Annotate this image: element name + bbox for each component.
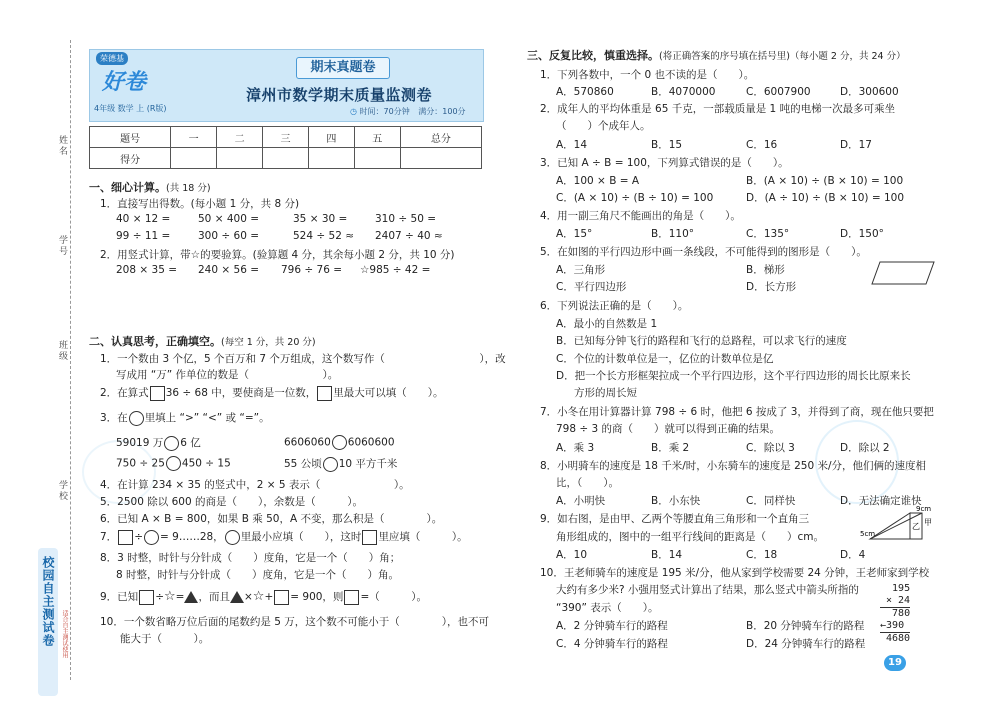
- fig9-len1: 5cm: [860, 530, 876, 538]
- option[interactable]: B．小东快: [651, 495, 701, 507]
- s1-q2-item: 240 × 56 =: [198, 264, 260, 276]
- s3-q9: 角形组成的，图中的一组平行线间的距离是（ ）cm。: [556, 531, 825, 543]
- option[interactable]: D．17: [840, 139, 872, 151]
- s2-q4: 4．在计算 234 × 35 的竖式中，2 × 5 表示（ ）。: [100, 479, 410, 491]
- time-label: 时间：70分钟: [359, 107, 410, 116]
- s2-q8b: 8 时整，时针与分针成（ ）度角，它是一个（ ）角。: [116, 569, 400, 581]
- option[interactable]: C．16: [746, 139, 778, 151]
- clock-icon: ◷: [350, 107, 357, 116]
- s3-q2: 2．成年人的平均体重是 65 千克，一部载质量是 1 吨的电梯一次最多可乘坐: [540, 103, 896, 115]
- option[interactable]: A．14: [556, 139, 588, 151]
- circle-blank[interactable]: [225, 530, 240, 545]
- s3-q10: “390” 表示（ ）。: [556, 602, 659, 614]
- mult-line: 780: [892, 608, 911, 619]
- s2-q9-text: +: [264, 591, 274, 603]
- option[interactable]: A．乘 3: [556, 442, 595, 454]
- s3-q7: 798 ÷ 3 的商（ ）就可以得到正确的结果。: [556, 423, 781, 435]
- s1-q1-item: 2407 ÷ 40 ≈: [375, 230, 443, 242]
- s1-q2-item: ☆985 ÷ 42 =: [360, 264, 431, 276]
- option[interactable]: C．个位的计数单位是一，亿位的计数单位是亿: [556, 353, 774, 365]
- option[interactable]: C．(A × 10) ÷ (B ÷ 10) = 100: [556, 192, 714, 204]
- table-cell: 题号: [90, 127, 171, 148]
- table-cell: 二: [217, 127, 263, 148]
- option[interactable]: B．20 分钟骑车行的路程: [746, 620, 865, 632]
- circle-blank[interactable]: [323, 457, 338, 472]
- s3-q4: 4．用一副三角尺不能画出的角是（ ）。: [540, 210, 741, 222]
- table-cell: 一: [171, 127, 217, 148]
- box-blank[interactable]: [118, 530, 133, 545]
- table-cell: 四: [308, 127, 354, 148]
- option[interactable]: C．6007900: [746, 86, 811, 98]
- option[interactable]: A．15°: [556, 228, 593, 240]
- s3-q10: 10．王老师骑车的速度是 195 米/分，他从家到学校需要 24 分钟，王老师家到学校: [540, 567, 930, 579]
- s2-q9-text: 9．已知: [100, 591, 139, 603]
- option[interactable]: A．2 分钟骑车行的路程: [556, 620, 668, 632]
- option[interactable]: B．15: [651, 139, 683, 151]
- compare-right: 6060600: [347, 436, 395, 449]
- option[interactable]: D．300600: [840, 86, 899, 98]
- s3-q3: 3．已知 A ÷ B = 100，下列算式错误的是（ ）。: [540, 157, 789, 169]
- box-blank[interactable]: [150, 386, 165, 401]
- s1-q1-item: 524 ÷ 52 ≈: [293, 230, 355, 242]
- compare-left: 59019 万: [116, 437, 164, 449]
- section-3-heading: 三、反复比较，慎重选择。: [527, 49, 659, 62]
- option[interactable]: B．已知每分钟飞行的路程和飞行的总路程，可以求飞行的速度: [556, 335, 847, 347]
- grade-label: 4年级 数学 上 (R版): [94, 104, 167, 113]
- mult-line: [880, 620, 910, 633]
- s3-q7: 7．小冬在用计算器计算 798 ÷ 6 时，他把 6 按成了 3，并得到了商，现在他只要把: [540, 406, 934, 418]
- s2-q7-text: 里应填（ ）。: [378, 531, 468, 543]
- option[interactable]: D．除以 2: [840, 442, 890, 454]
- side-label-school: 学校: [57, 480, 67, 502]
- option[interactable]: B．4070000: [651, 86, 716, 98]
- s2-q3-row: [284, 435, 395, 450]
- s2-q5: 5．2500 除以 600 的商是（ ），余数是（ ）。: [100, 496, 363, 508]
- s2-q7-text: 7．: [100, 531, 118, 543]
- box-blank[interactable]: [139, 590, 154, 605]
- fig9-label-a: 乙: [912, 522, 920, 531]
- triangle-icon: [184, 591, 198, 603]
- s2-q7-text: = 9……28，: [160, 531, 224, 543]
- parallelogram-figure: [870, 260, 936, 286]
- option[interactable]: C．除以 3: [746, 442, 795, 454]
- s2-q7-text: ÷: [134, 531, 143, 543]
- s2-q10a: 10．一个数省略万位后面的尾数约是 5 万，这个数不可能小于（ ），也不可: [100, 616, 489, 628]
- star-icon: ☆: [252, 589, 265, 604]
- compare-right: 450 ÷ 15: [181, 457, 231, 470]
- side-label-id: 学号: [57, 235, 67, 257]
- s2-q2-text: 2．在算式: [100, 387, 149, 399]
- option[interactable]: A．570860: [556, 86, 614, 98]
- score-input-cell[interactable]: [400, 148, 481, 169]
- s2-q10b: 能大于（ ）。: [120, 633, 210, 645]
- compare-right: 10 平方千米: [338, 458, 398, 470]
- option[interactable]: D．150°: [840, 228, 884, 240]
- circle-blank[interactable]: [166, 456, 181, 471]
- s2-q3: [100, 410, 270, 426]
- option[interactable]: D．(A ÷ 10) ÷ (B × 10) = 100: [746, 192, 905, 204]
- triangle-icon: [230, 591, 244, 603]
- s2-q9-text: =（ ）。: [360, 591, 427, 603]
- s3-q5: 5．在如图的平行四边形中画一条线段，不可能得到的图形是（ ）。: [540, 246, 867, 258]
- s1-q1-item: 310 ÷ 50 =: [375, 213, 437, 225]
- s2-q9-text: =: [175, 591, 185, 603]
- s2-q2-text: 里最大可以填（ ）。: [333, 387, 444, 399]
- option[interactable]: C．4 分钟骑车行的路程: [556, 638, 668, 650]
- exam-meta: [350, 106, 466, 117]
- s2-q1b: 写成用 “万” 作单位的数是（ ）。: [116, 369, 339, 381]
- option[interactable]: A．10: [556, 549, 588, 561]
- table-row: [90, 127, 482, 148]
- table-cell: 总分: [400, 127, 481, 148]
- mult-line: × 24: [880, 595, 910, 608]
- compare-left: 6606060: [284, 436, 331, 449]
- option[interactable]: C．135°: [746, 228, 790, 240]
- s2-q8a: 8．3 时整，时针与分针成（ ）度角，它是一个（ ）角；: [100, 552, 401, 564]
- option[interactable]: A．小明快: [556, 495, 606, 507]
- score-input-cell[interactable]: [308, 148, 354, 169]
- s3-q2: （ ）个成年人。: [556, 120, 651, 132]
- option[interactable]: C．同样快: [746, 495, 796, 507]
- side-label-name: 姓名: [57, 135, 67, 157]
- triangle-figure: [860, 505, 932, 545]
- logo: 好卷: [102, 69, 147, 95]
- score-label: 满分：100分: [418, 107, 466, 116]
- s2-q1a: 1．一个数由 3 个亿，5 个百万和 7 个万组成，这个数写作（ ），改: [100, 353, 506, 365]
- s2-q7-text: 里最小应填（ ），这时: [240, 531, 362, 543]
- mult-line: 4680: [886, 633, 911, 644]
- box-blank[interactable]: [362, 530, 377, 545]
- s2-q9-text: ÷: [155, 591, 164, 603]
- s2-q7: [100, 529, 468, 545]
- option[interactable]: D．长方形: [746, 281, 797, 293]
- section-1-title: [89, 179, 211, 195]
- s2-q9-text: = 900，则: [290, 591, 344, 603]
- section-1-heading: 一、细心计算。: [89, 181, 166, 194]
- option[interactable]: A．三角形: [556, 264, 606, 276]
- circle-blank[interactable]: [144, 530, 159, 545]
- box-blank[interactable]: [317, 386, 332, 401]
- option[interactable]: B．乘 2: [651, 442, 690, 454]
- s2-q9: [100, 589, 427, 605]
- option[interactable]: D．把一个长方形框架拉成一个平行四边形，这个平行四边形的周长比原来长: [556, 370, 911, 382]
- circle-blank[interactable]: [164, 436, 179, 451]
- s2-q6: 6．已知 A × B = 800，如果 B 乘 50，A 不变，那么积是（ ）。: [100, 513, 443, 525]
- s3-q8: 8．小明骑车的速度是 18 千米/时，小东骑车的速度是 250 米/分，他们俩的速度相: [540, 460, 927, 472]
- s3-q1: 1．下列各数中，一个 0 也不读的是（ ）。: [540, 69, 755, 81]
- fig9-len2: 9cm: [916, 505, 932, 513]
- side-label-class: 班级: [57, 340, 67, 362]
- section-2-title: [89, 333, 316, 349]
- option[interactable]: B．(A × 10) ÷ (B × 10) = 100: [746, 175, 904, 187]
- option[interactable]: B．14: [651, 549, 683, 561]
- s3-q6: 6．下列说法正确的是（ ）。: [540, 300, 689, 312]
- star-icon: ☆: [164, 589, 176, 604]
- option[interactable]: A．最小的自然数是 1: [556, 318, 658, 330]
- table-row: [90, 148, 482, 169]
- s1-q2: 2．用竖式计算，带☆的要验算。(验算题 4 分，其余每小题 2 分，共 10 分): [100, 249, 455, 261]
- option[interactable]: C．18: [746, 549, 778, 561]
- page-number: 19: [884, 655, 906, 671]
- option[interactable]: D．4: [840, 549, 866, 561]
- s1-q2-item: 208 × 35 =: [116, 264, 178, 276]
- s2-q3-text: 3．在: [100, 412, 128, 424]
- s2-q2-text: 36 ÷ 68 中，要使商是一位数，: [165, 387, 317, 399]
- compare-right: 6 亿: [180, 437, 201, 449]
- s2-q3-text: 里填上 “>” “<” 或 “=”。: [144, 412, 270, 424]
- table-cell: 得分: [90, 148, 171, 169]
- section-1-note: (共 18 分): [166, 183, 211, 194]
- s2-q3-row: [284, 456, 397, 472]
- score-input-cell[interactable]: [171, 148, 217, 169]
- fig9-label-b: 甲: [924, 518, 932, 527]
- s1-q2-item: 796 ÷ 76 =: [281, 264, 343, 276]
- page-title: 漳州市数学期末质量监测卷: [246, 86, 433, 104]
- s3-q8: 比，（ ）。: [556, 477, 619, 489]
- s2-q3-row: [116, 435, 201, 451]
- s3-q10: 大约有多少米? 小强用竖式计算出了结果，那么竖式中箭头所指的: [556, 584, 859, 596]
- score-input-cell[interactable]: [217, 148, 263, 169]
- box-blank[interactable]: [274, 590, 289, 605]
- compare-left: 55 公顷: [284, 458, 322, 470]
- s2-q2: [100, 385, 443, 401]
- s1-q1-item: 99 ÷ 11 =: [116, 230, 171, 242]
- s3-q9: 9．如右图，是由甲、乙两个等腰直角三角形和一个直角三: [540, 513, 810, 525]
- binding-line: [70, 40, 71, 680]
- section-3-note: (将正确答案的序号填在括号里)（每小题 2 分，共 24 分）: [659, 51, 906, 62]
- compare-left: 750 ÷ 25: [116, 457, 165, 470]
- score-input-cell[interactable]: [354, 148, 400, 169]
- section-2-note: (每空 1 分，共 20 分): [221, 337, 316, 348]
- s1-q1: 1．直接写出得数。(每小题 1 分，共 8 分): [100, 198, 300, 210]
- logo-badge: 荣德基: [96, 52, 128, 65]
- table-cell: 五: [354, 127, 400, 148]
- s1-q1-item: 35 × 30 =: [293, 213, 348, 225]
- s2-q9-text: ，而且: [198, 591, 230, 603]
- section-2-heading: 二、认真思考，正确填空。: [89, 335, 221, 348]
- circle-blank[interactable]: [332, 435, 347, 450]
- s2-q9-text: ×: [243, 591, 253, 603]
- mult-line: 195: [892, 583, 911, 594]
- option[interactable]: B．110°: [651, 228, 694, 240]
- section-3-title: [527, 47, 906, 63]
- score-table: [89, 126, 482, 169]
- s1-q1-item: 40 × 12 =: [116, 213, 171, 225]
- side-strip-title: 校园自主测试卷: [41, 556, 55, 647]
- s1-q1-item: 50 × 400 =: [198, 213, 260, 225]
- option[interactable]: C．平行四边形: [556, 281, 627, 293]
- option[interactable]: D．无法确定谁快: [840, 495, 922, 507]
- side-strip-sub: 适合自主测试使用: [61, 610, 68, 658]
- arrow-icon: ←: [880, 620, 887, 631]
- s1-q1-item: 300 ÷ 60 =: [198, 230, 260, 242]
- mult-value: 390: [886, 620, 905, 631]
- option[interactable]: D．24 分钟骑车行的路程: [746, 638, 866, 650]
- option[interactable]: A．100 × B = A: [556, 175, 640, 187]
- exam-tag: 期末真题卷: [296, 57, 390, 79]
- s2-q3-row: [116, 456, 231, 471]
- vertical-multiplication: [880, 583, 910, 645]
- option[interactable]: B．梯形: [746, 264, 785, 276]
- table-cell: 三: [263, 127, 309, 148]
- box-blank[interactable]: [344, 590, 359, 605]
- score-input-cell[interactable]: [263, 148, 309, 169]
- circle-blank[interactable]: [129, 411, 144, 426]
- option-cont: 方形的周长短: [574, 387, 637, 399]
